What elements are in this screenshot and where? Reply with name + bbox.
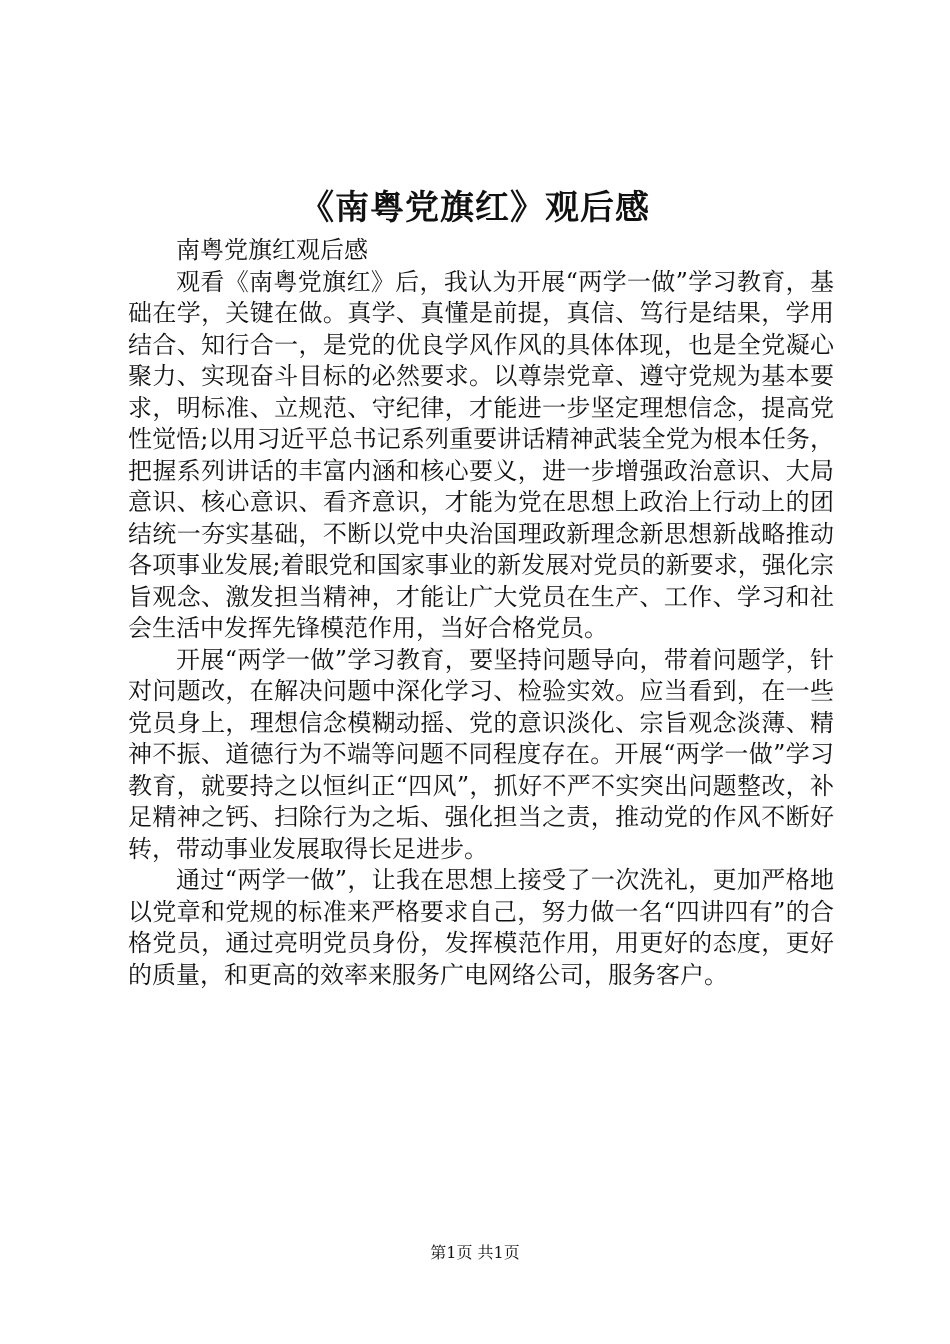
page-footer <box>0 1242 950 1264</box>
page-number: 第1页 <box>430 1243 473 1262</box>
body-paragraph: 开展“两学一做”学习教育，要坚持问题导向，带着问题学，针对问题改，在解决问题中深化学习、检验实效。应当看到，在一些党员身上，理想信念模糊动摇、党的意识淡化、宗旨观念淡薄、精神不振、道德行为不端等问题不同程度存在。开展“两学一做”学习教育，就要持之以恒纠正“四风”，抓好不严不实突出问题整改，补足精神之钙、扫除行为之垢、强化担当之责，推动党的作风不断好转，带动事业发展取得长足进步。 <box>128 645 834 863</box>
document-body <box>128 235 834 991</box>
body-paragraph: 通过“两学一做”，让我在思想上接受了一次洗礼，更加严格地以党章和党规的标准来严格要求自己，努力做一名“四讲四有”的合格党员，通过亮明党员身份，发挥模范作用，用更好的态度，更好的质量，和更高的效率来服务广电网络公司，服务客户。 <box>128 866 834 989</box>
body-paragraph: 观看《南粤党旗红》后，我认为开展“两学一做”学习教育，基础在学，关键在做。真学、真懂是前提，真信、笃行是结果，学用结合、知行合一，是党的优良学风作风的具体体现，也是全党凝心聚力、实现奋斗目标的必然要求。以尊崇党章、遵守党规为基本要求，明标准、立规范、守纪律，才能进一步坚定理想信念，提高党性觉悟;以用习近平总书记系列重要讲话精神武装全党为根本任务，把握系列讲话的丰富内涵和核心要义，进一步增强政治意识、大局意识、核心意识、看齐意识，才能为党在思想上政治上行动上的团结统一夯实基础，不断以党中央治国理政新理念新思想新战略推动各项事业发展;着眼党和国家事业的新发展对党员的新要求，强化宗旨观念、激发担当精神，才能让广大党员在生产、工作、学习和社会生活中发挥先锋模范作用，当好合格党员。 <box>128 267 834 642</box>
document-title: 《南粤党旗红》观后感 <box>300 188 650 228</box>
page-total: 共1页 <box>477 1243 520 1262</box>
subtitle-paragraph: 南粤党旗红观后感 <box>176 236 368 264</box>
